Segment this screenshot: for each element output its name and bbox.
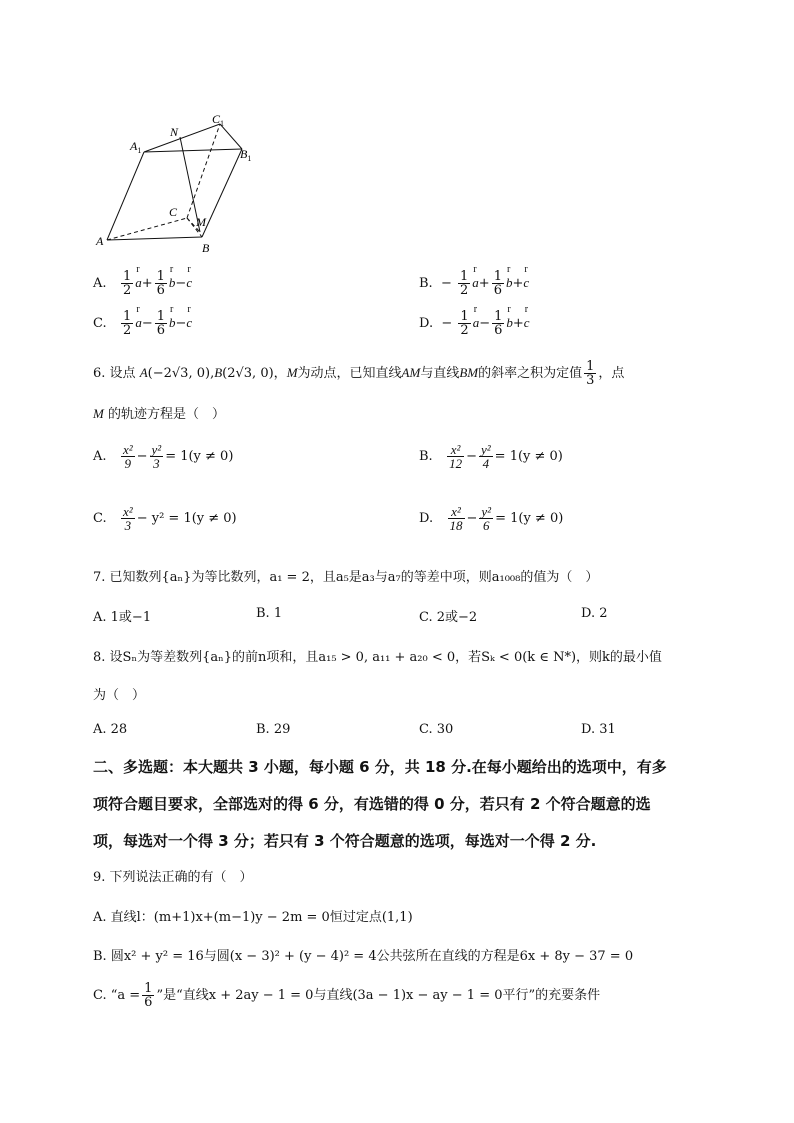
edge-a-b	[107, 237, 202, 240]
prism-figure	[92, 112, 272, 260]
label-c1: $C_1$	[212, 112, 225, 128]
label-a1: $A_1$	[130, 139, 142, 155]
q5-option-a[interactable]: A. $\frac{1}{2}$ r a+ $\frac{1}{6}$ r b− r c	[93, 264, 193, 298]
q5-option-c[interactable]: C. $\frac{1}{2}$ r a− $\frac{1}{6}$ r b− r c	[93, 304, 193, 338]
edge-a-a1	[107, 152, 144, 240]
edge-b-b1	[202, 149, 242, 237]
q6-option-d[interactable]: D. $\frac{\text{x²}}{18}$ − $\frac{\text{y²}}{6}$ = 1(y ≠ 0)	[419, 504, 564, 533]
label-n: N	[170, 125, 179, 139]
q8-option-d[interactable]: D. 31	[581, 722, 616, 737]
q8-stem: 8. 设Sₙ为等差数列{aₙ}的前n项和，且a₁₅ > 0, a₁₁ + a₂₀ < 0，若Sₖ < 0(k ∈ N*)，则k的最小值	[93, 650, 662, 665]
q6-option-b[interactable]: B. $\frac{\text{x²}}{12}$ − $\frac{\text{y²}}{4}$ = 1(y ≠ 0)	[419, 442, 563, 471]
q9-stem: 9. 下列说法正确的有（ ）	[93, 870, 253, 885]
label-b1: $B_1$	[240, 147, 252, 163]
q8-option-a[interactable]: A. 28	[93, 722, 128, 737]
q8-stem-line2: 为（ ）	[93, 688, 146, 703]
q7-option-b[interactable]: B. 1	[256, 606, 283, 621]
section-two-heading-line3: 项，每选对一个得 3 分；若只有 3 个符合题意的选项，每选对一个得 2 分.	[93, 832, 597, 850]
q8-option-b[interactable]: B. 29	[256, 722, 291, 737]
edge-a-c	[107, 218, 187, 240]
label-b: B	[202, 241, 210, 255]
label-c: C	[169, 205, 178, 219]
q6-stem-line2: M 的轨迹方程是（ ）	[93, 406, 225, 422]
q9-option-b[interactable]: B. 圆x² + y² = 16与圆(x − 3)² + (y − 4)² = 4公共弦所在直线的方程是6x + 8y − 37 = 0	[93, 949, 634, 964]
q7-stem: 7. 已知数列{aₙ}为等比数列，a₁ = 2，且a₅是a₃与a₇的等差中项，则a₁₀₀₈的值为（ ）	[93, 570, 599, 585]
q7-option-c[interactable]: C. 2或−2	[419, 610, 478, 625]
label-a: A	[96, 234, 104, 248]
q8-option-c[interactable]: C. 30	[419, 722, 454, 737]
section-two-heading-line2: 项符合题目要求，全部选对的得 6 分，有选错的得 0 分，若只有 2 个符合题意的选	[93, 795, 651, 813]
q9-option-a[interactable]: A. 直线l：(m+1)x+(m−1)y − 2m = 0恒过定点(1,1)	[93, 910, 413, 925]
q7-option-d[interactable]: D. 2	[581, 606, 608, 621]
q5-option-d[interactable]: D. − $\frac{1}{2}$ r a− $\frac{1}{6}$ r b+ r c	[419, 304, 530, 338]
section-two-heading-line1: 二、多选题：本大题共 3 小题，每小题 6 分，共 18 分.在每小题给出的选项中，有多	[93, 758, 667, 776]
edge-c-c1	[187, 124, 220, 218]
q5-option-b[interactable]: B. − $\frac{1}{2}$ r a+ $\frac{1}{6}$ r b+ r c	[419, 264, 530, 298]
q9-option-c[interactable]: C. “a = $\frac{1}{6}$ ”是“直线x + 2ay − 1 = 0与直线(3a − 1)x − ay − 1 = 0平行”的充要条件	[93, 981, 601, 1010]
q6-option-c[interactable]: C. $\frac{\text{x²}}{3}$ − y² = 1(y ≠ 0)	[93, 504, 237, 533]
q7-option-a[interactable]: A. 1或−1	[93, 610, 152, 625]
edge-a1-b1	[144, 149, 242, 152]
q6-option-a[interactable]: A. $\frac{\text{x²}}{9}$ − $\frac{\text{y²}}{3}$ = 1(y ≠ 0)	[93, 442, 234, 471]
q6-stem: 6. 设点 A(−2√3, 0),B(2√3, 0)，M为动点，已知直线AM与直线BM的斜率之积为定值 $\frac{1}{3}$ ，点	[93, 359, 625, 388]
label-m: M	[196, 215, 206, 229]
